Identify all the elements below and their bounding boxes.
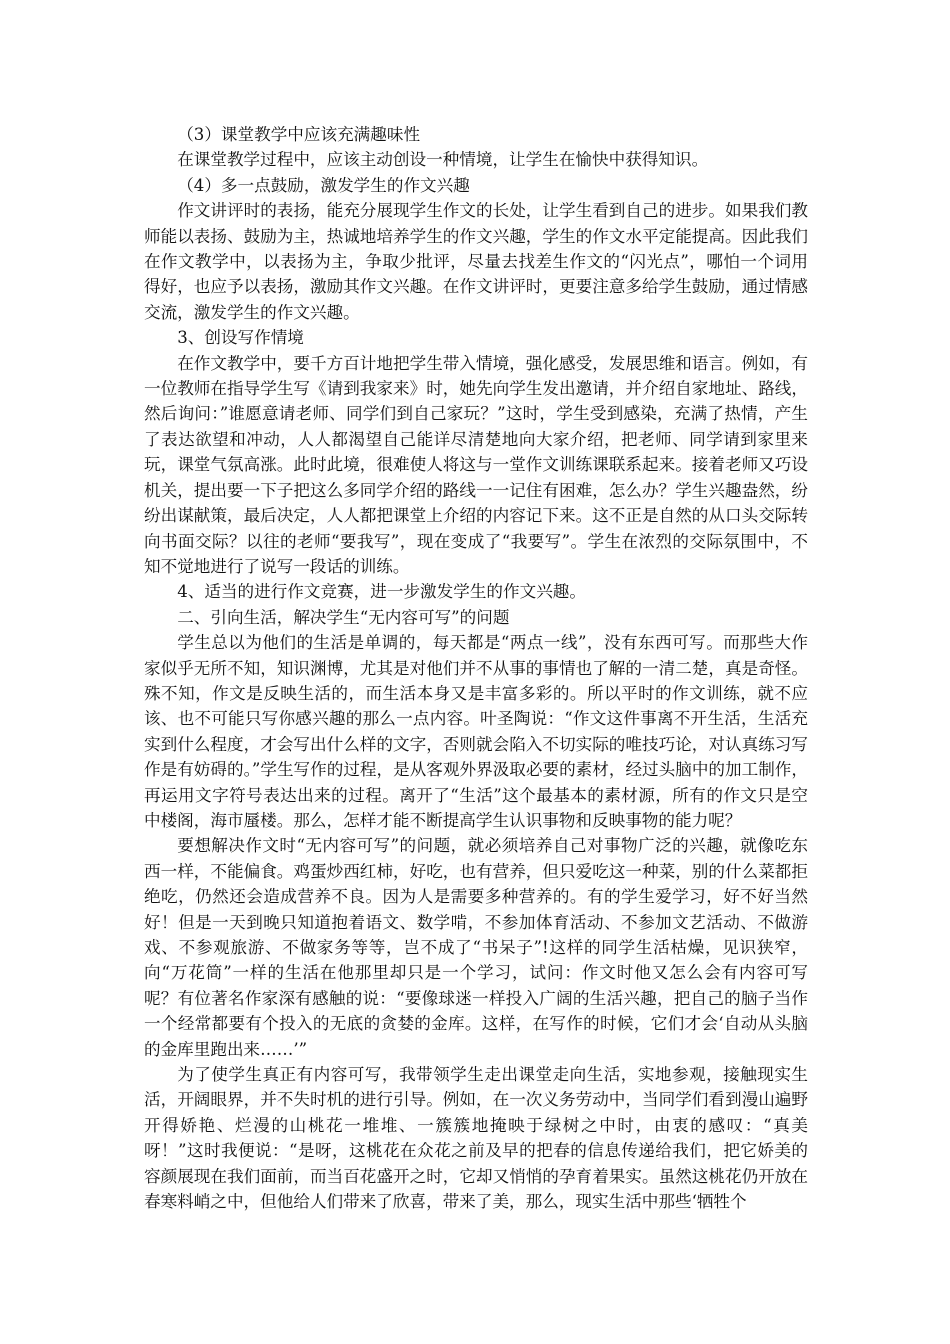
body-paragraph: 学生总以为他们的生活是单调的，每天都是“两点一线”，没有东西可写。而那些大作家似乎无所不知，知识渊博，尤其是对他们并不从事的事情也了解的一清二楚，真是奇怪。殊不知，作文是反映生活的，而生活本身又是丰富多彩的。所以平时的作文训练，就不应该、也不可能只写你感兴趣的那么一点内容。叶圣陶说：“作文这件事离不开生活，生活充实到什么程度，才会写出什么样的文字，否则就会陷入不切实际的唯技巧论，对认真练习写作是有妨碍的。”学生写作的过程，是从客观外界汲取必要的素材，经过头脑中的加工制作，再运用文字符号表达出来的过程。离开了“生活”这个最基本的素材源，所有的作文只是空中楼阁，海市蜃楼。那么，怎样才能不断提高学生认识事物和反映事物的能力呢？ (144, 633, 808, 830)
section-heading: （4）多一点鼓励，激发学生的作文兴趣 (177, 175, 470, 195)
section-heading: （3）课堂教学中应该充满趣味性 (177, 125, 421, 144)
body-paragraph: 要想解决作文时“无内容可写”的问题，就必须培养自己对事物广泛的兴趣，就像吃东西一样，不能偏食。鸡蛋炒西红柿，好吃，也有营养，但只爱吃这一种菜，别的什么菜都拒绝吃，仍然还会造成营养不良。因为人是需要多种营养的。有的学生爱学习，好不好当然好！但是一天到晚只知道抱着语文、数学啃，不参加体育活动、不参加文艺活动、不做游戏、不参观旅游、不做家务等等，岂不成了“书呆子”!这样的同学生活枯燥，见识狭窄，向“万花筒”一样的生活在他那里却只是一个学习，试问：作文时他又怎么会有内容可写呢？有位著名作家深有感触的说：“要像球迷一样投入广阔的生活兴趣，把自己的脑子当作一个经常都要有个投入的无底的贪婪的金库。这样，在写作的时候，它们才会‘自动从头脑的金库里跑出来……’” (144, 836, 808, 1059)
section-heading: 3、创设写作情境 (177, 328, 304, 348)
body-paragraph: 在作文教学中，要千方百计地把学生带入情境，强化感受，发展思维和语言。例如，有一位教师在指导学生写《请到我家来》时，她先向学生发出邀请，并介绍自家地址、路线，然后询问：”谁愿意请老师、同学们到自己家玩？”这时，学生受到感染，充满了热情，产生了表达欲望和冲动，人人都渴望自己能详尽清楚地向大家介绍，把老师、同学请到家里来玩，课堂气氛高涨。此时此境，很难使人将这与一堂作文训练课联系起来。接着老师又巧设机关，提出要一下子把这么多同学介绍的路线一一记住有困难，怎么办？学生兴趣盎然，纷纷出谋献策，最后决定，人人都把课堂上介绍的内容记下来。这不正是自然的从口头交际转向书面交际？以往的老师“要我写”，现在变成了“我要写”。学生在浓烈的交际氛围中，不知不觉地进行了说写一段话的训练。 (144, 353, 808, 576)
body-paragraph: 在课堂教学过程中，应该主动创设一种情境，让学生在愉快中获得知识。 (177, 150, 709, 170)
body-paragraph: 为了使学生真正有内容可写，我带领学生走出课堂走向生活，实地参观，接触现实生活，开阔眼界，并不失时机的进行引导。例如，在一次义务劳动中，当同学们看到漫山遍野开得娇艳、烂漫的山桃花一堆堆、一簇簇地掩映于绿树之中时，由衷的感叹：“真美呀！”这时我便说：“是呀，这桃花在众花之前及早的把春的信息传递给我们，把它娇美的容颜展现在我们面前，而当百花盛开之时，它却又悄悄的孕育着果实。虽然这桃花仍开放在春寒料峭之中，但他给人们带来了欣喜，带来了美，那么，现实生活中那些‘牺牲个 (144, 1065, 808, 1212)
section-heading: 4、适当的进行作文竞赛，进一步激发学生的作文兴趣。 (177, 582, 586, 602)
body-paragraph: 作文讲评时的表扬，能充分展现学生作文的长处，让学生看到自己的进步。如果我们教师能以表扬、鼓励为主，热诚地培养学生的作文兴趣，学生的作文水平定能提高。因此我们在作文教学中，以表扬为主，争取少批评，尽量去找差生作文的“闪光点”，哪怕一个词用得好，也应予以表扬，激励其作文兴趣。在作文讲评时，更要注意多给学生鼓励，通过情感交流，激发学生的作文兴趣。 (144, 201, 808, 322)
section-heading: 二、引向生活，解决学生“无内容可写”的问题 (177, 607, 510, 627)
document-page (144, 122, 808, 1214)
